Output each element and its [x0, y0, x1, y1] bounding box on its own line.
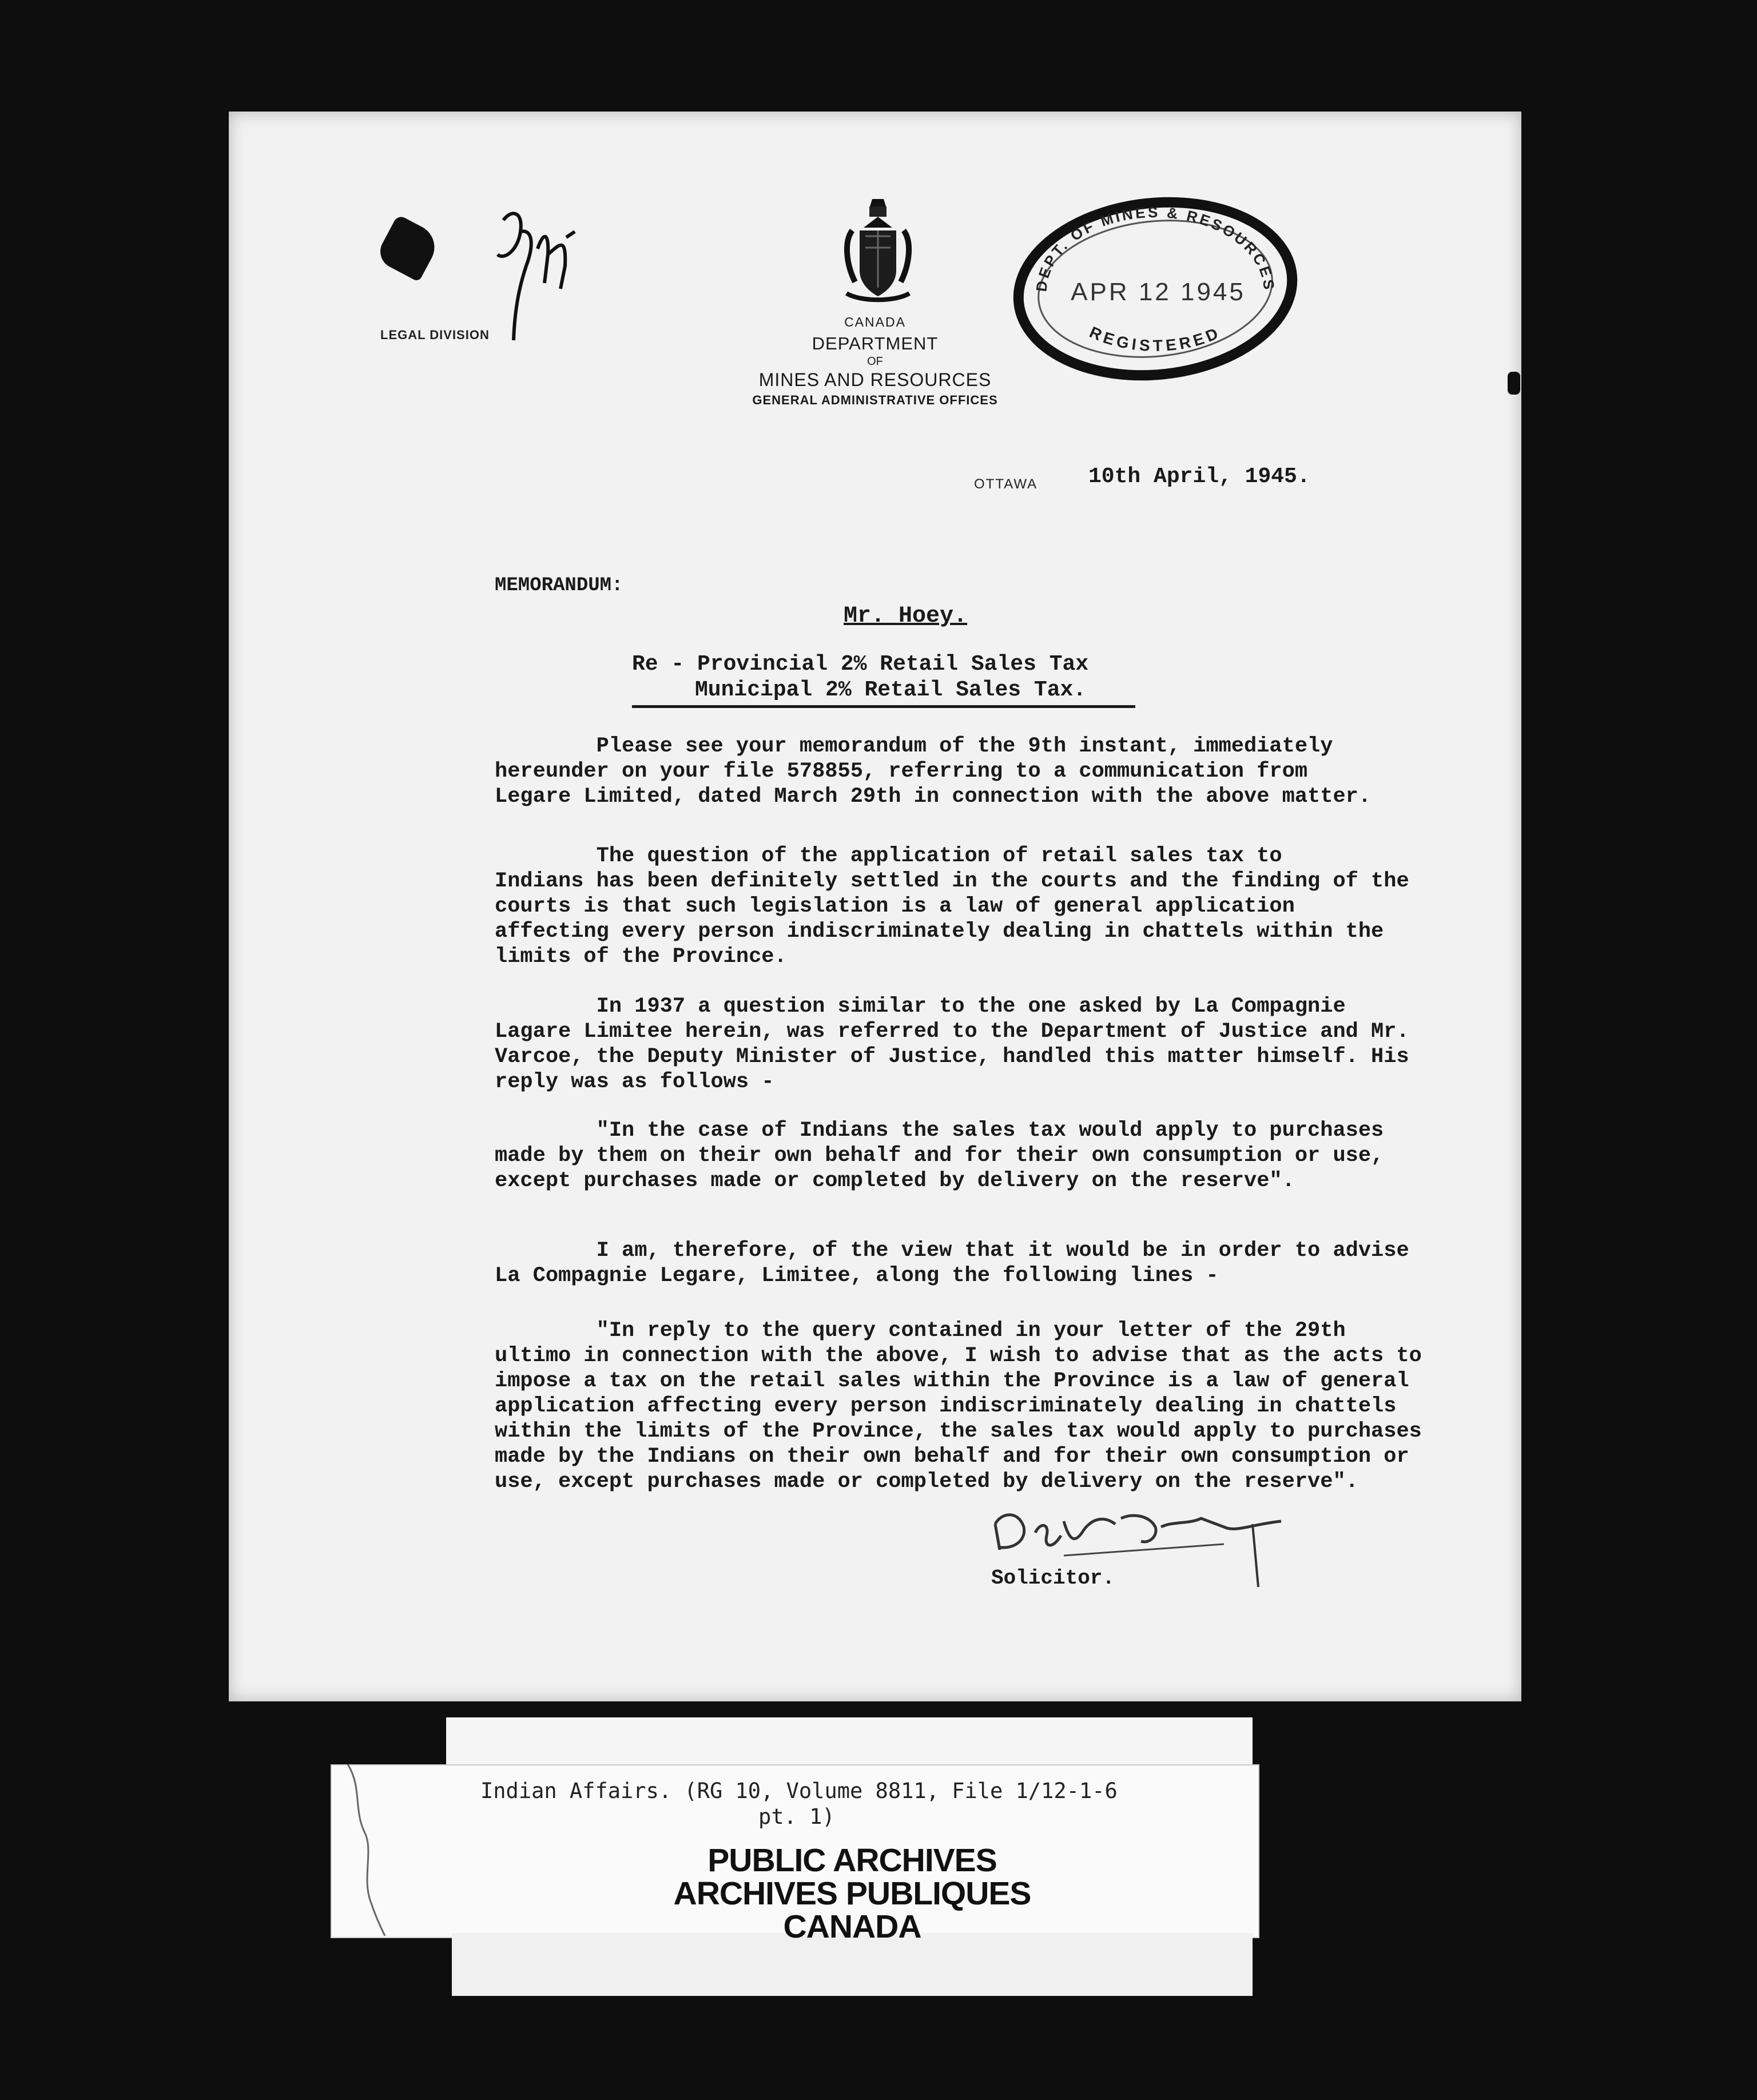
received-stamp — [1007, 194, 1304, 383]
subject-underline — [632, 705, 1135, 708]
torn-edge — [331, 1764, 399, 1936]
signature-title: Solicitor. — [991, 1566, 1115, 1590]
royal-arms-icon — [838, 196, 918, 311]
memo-page — [229, 112, 1521, 1701]
svg-text:REGISTERED — [1087, 323, 1223, 355]
subject-line-2: Municipal 2% Retail Sales Tax. — [695, 678, 1087, 702]
addressee: Mr. Hoey. — [844, 603, 968, 629]
memo-date: 10th April, 1945. — [1088, 464, 1310, 489]
stamp-top-text: DEPT. OF MINES & RESOURCES — [1032, 203, 1278, 293]
ink-blot — [374, 214, 442, 282]
letterhead-ministry: MINES AND RESOURCES — [758, 369, 992, 390]
archive-reference-line-2: pt. 1) — [758, 1804, 835, 1829]
stamp-bottom-text: REGISTERED — [1087, 323, 1224, 355]
letterhead — [703, 315, 1047, 408]
archive-label-tab-top — [446, 1717, 1253, 1772]
letterhead-of: OF — [867, 355, 883, 368]
letterhead-offices: GENERAL ADMINISTRATIVE OFFICES — [752, 393, 998, 407]
paragraph-4-quote: "In the case of Indians the sales tax would apply to purchases made by them on their own behalf and for their own consumption or use, except purchases made or completed by delivery on the reserve". — [495, 1119, 1384, 1193]
punch-hole — [1508, 372, 1520, 395]
stamp-date: APR 12 1945 — [1071, 278, 1246, 306]
paragraph-6-quote: "In reply to the query contained in your letter of the 29th ultimo in connection with the above, I wish to advise that as the acts to impose a tax on the retail sales within the Province is a law of general application affecting every person indiscriminately dealing in chattels within the limits of the Province, the sales tax would apply to purchases made by the Indians on their own behalf and for their own consumption or use, except purchases made or completed by delivery on the reserve". — [495, 1319, 1422, 1494]
subject-line-1: Re - Provincial 2% Retail Sales Tax — [632, 652, 1089, 677]
paragraph-5: I am, therefore, of the view that it would be in order to advise La Compagnie Legare, Limitee, along the following lines - — [495, 1239, 1409, 1288]
legal-division-label: LEGAL DIVISION — [380, 328, 490, 342]
letterhead-country: CANADA — [844, 315, 906, 329]
paragraph-1: Please see your memorandum of the 9th instant, immediately hereunder on your file 578855, referring to a communication from Legare Limited, dated March 29th in connection with the above matter. — [495, 734, 1372, 809]
paragraph-3: In 1937 a question similar to the one asked by La Compagnie Lagare Limitee herein, was referred to the Department of Justice and Mr. Varcoe, the Deputy Minister of Justice, handled this matter himself. His reply was as follows - — [495, 995, 1409, 1094]
archive-country: CANADA — [783, 1908, 921, 1945]
archive-name-english: PUBLIC ARCHIVES — [707, 1842, 997, 1879]
place-label: OTTAWA — [974, 476, 1038, 492]
handwritten-initials — [480, 197, 606, 346]
archive-name-french: ARCHIVES PUBLIQUES — [673, 1875, 1031, 1912]
archive-reference-line-1: Indian Affairs. (RG 10, Volume 8811, File 1/12-1-6 — [480, 1779, 1118, 1803]
memo-heading: MEMORANDUM: — [495, 575, 623, 596]
letterhead-department: DEPARTMENT — [812, 333, 939, 353]
paragraph-2: The question of the application of retail sales tax to Indians has been definitely settled in the courts and the finding of the courts is that such legislation is a law of general application affecting every person indiscriminately dealing in chattels within the limits of the Province. — [495, 844, 1409, 969]
